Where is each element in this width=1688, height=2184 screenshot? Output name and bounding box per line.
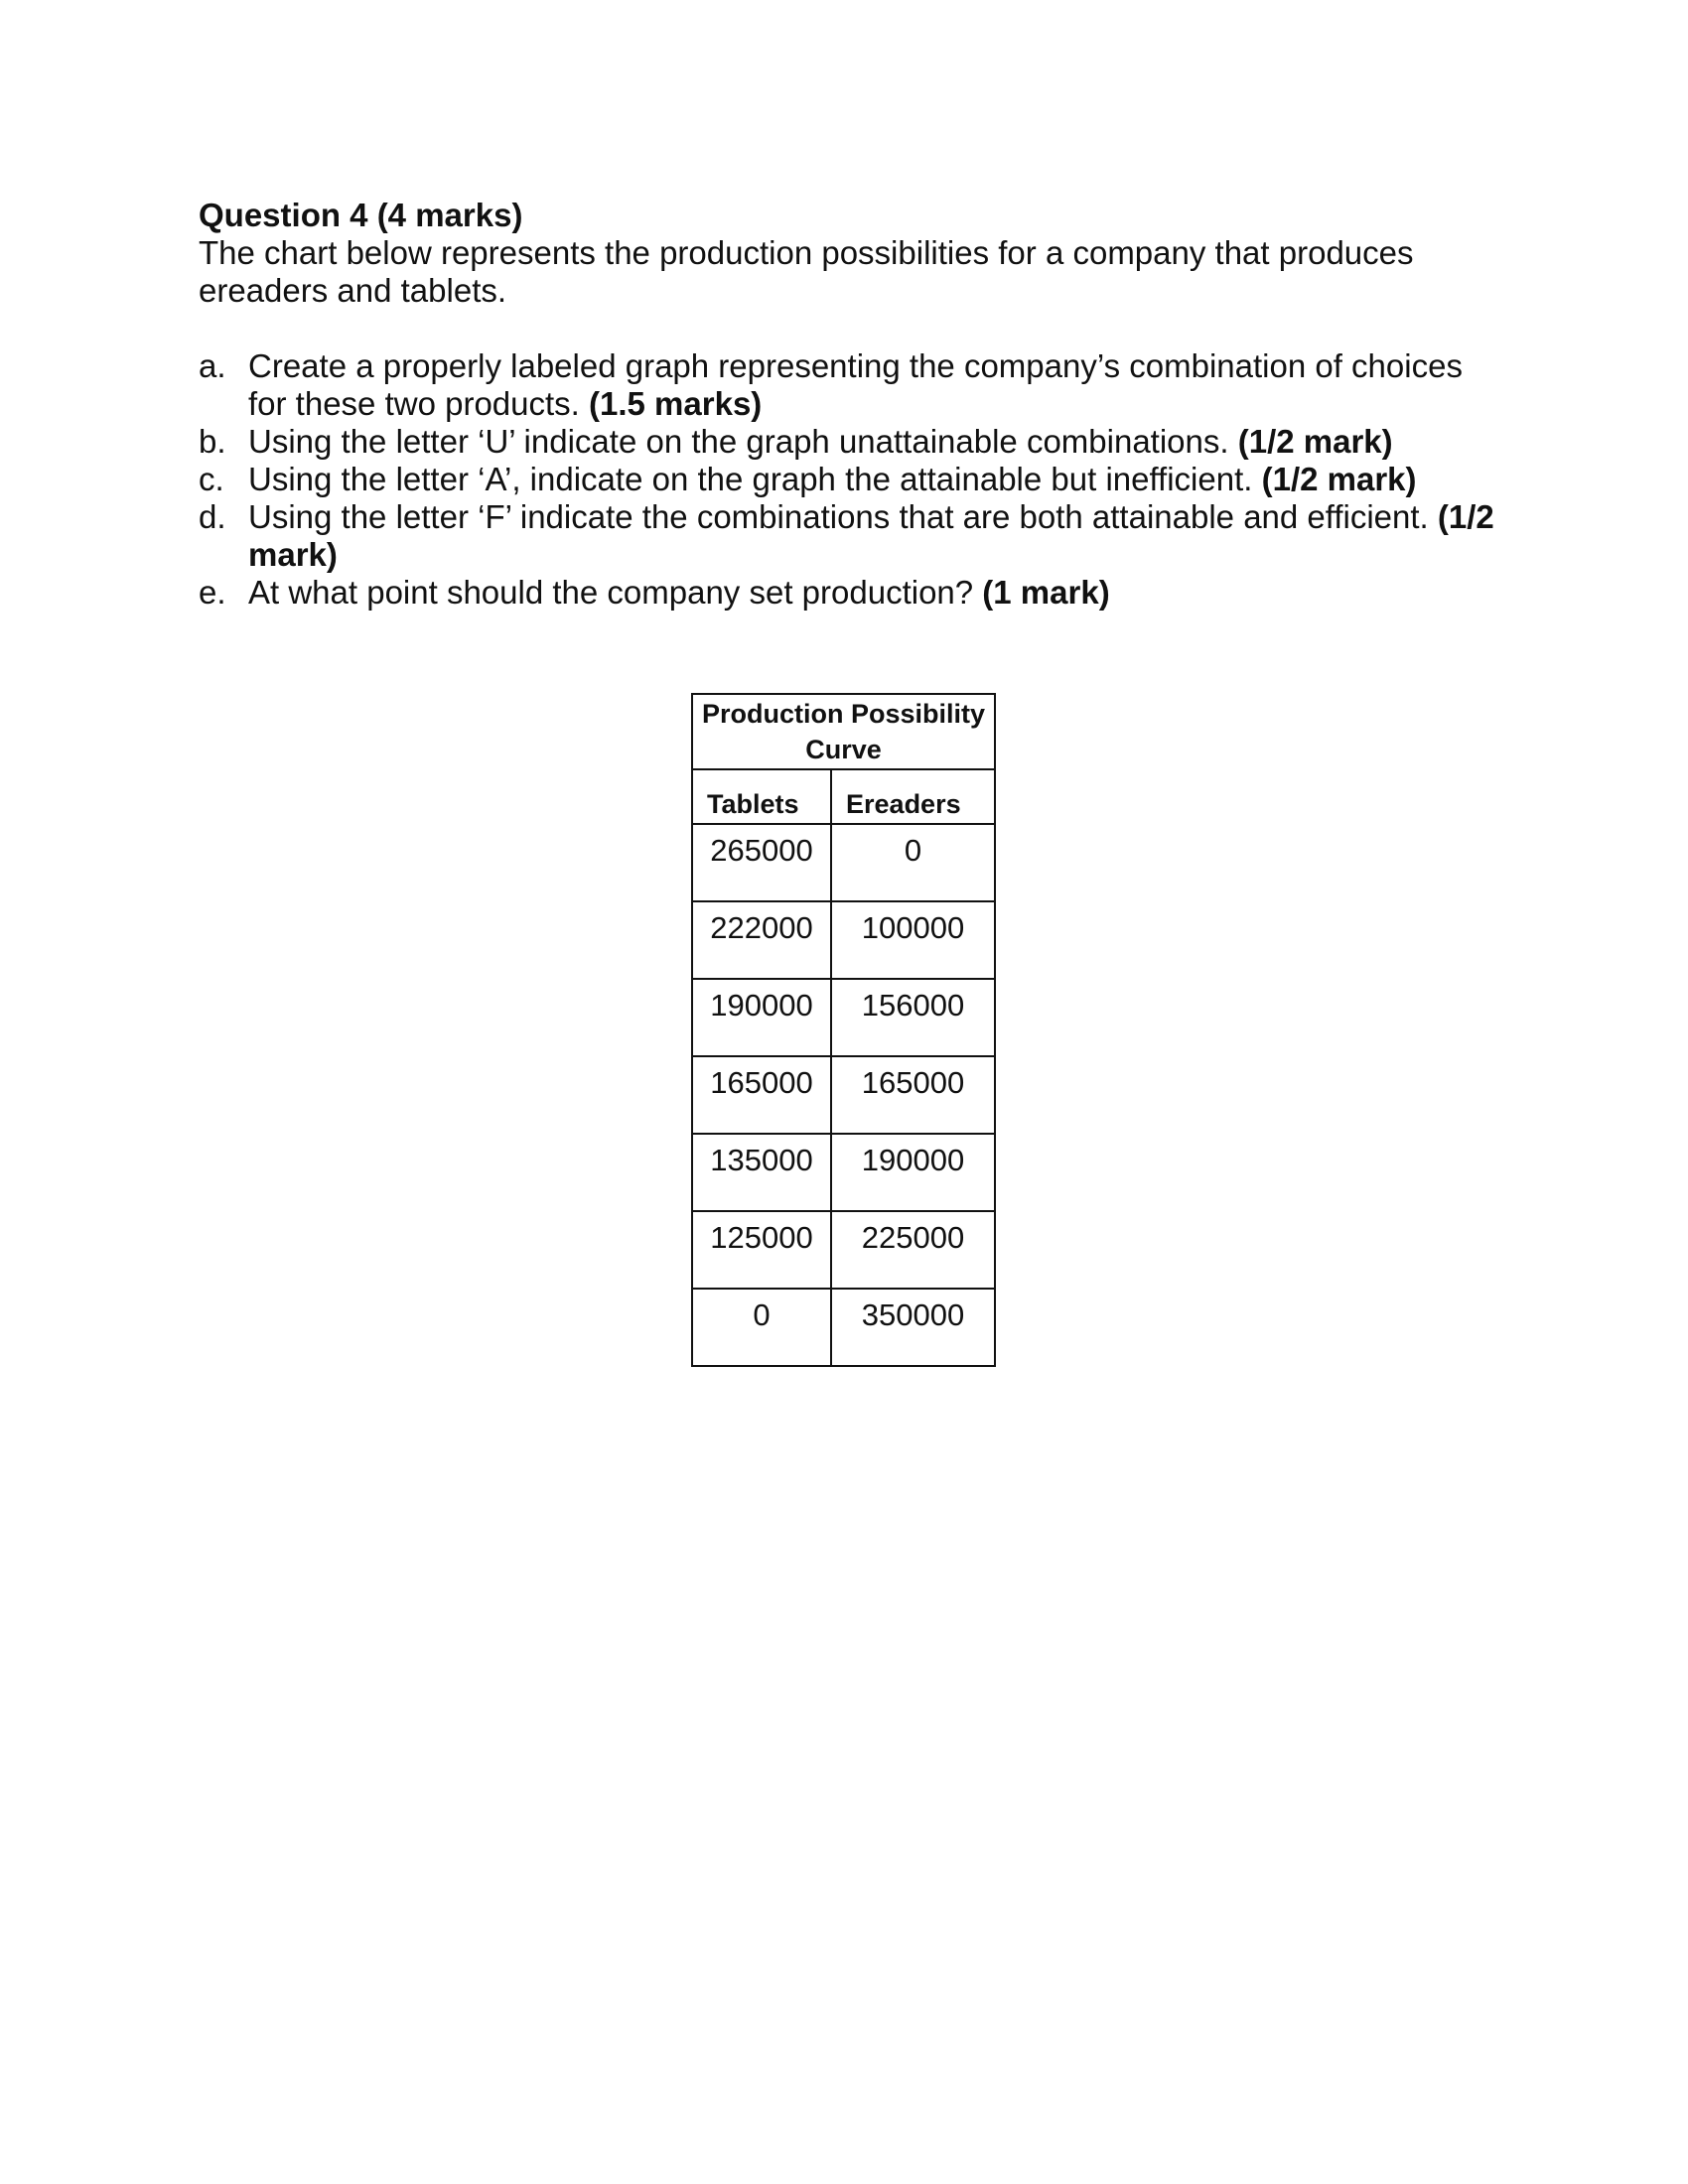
part-marks: (1 mark) (982, 574, 1110, 611)
part-text: Using the letter ‘A’, indicate on the graph the attainable but inefficient. (248, 461, 1253, 497)
question-parts-list (199, 347, 1509, 612)
table-row (692, 1211, 995, 1289)
part-letter: e. (199, 574, 226, 611)
part-letter: d. (199, 498, 226, 535)
column-header-ereaders: Ereaders (831, 769, 995, 824)
question-part-d (199, 498, 1509, 574)
column-header-tablets: Tablets (692, 769, 831, 824)
part-letter: a. (199, 347, 226, 384)
ereaders-cell: 100000 (831, 901, 995, 979)
tablets-cell: 265000 (692, 824, 831, 901)
ereaders-cell: 350000 (831, 1289, 995, 1366)
table-row (692, 1056, 995, 1134)
ereaders-cell: 225000 (831, 1211, 995, 1289)
table-row (692, 1134, 995, 1211)
table-caption: Production Possibility Curve (692, 694, 995, 769)
part-marks: (1/2 mark) (1261, 461, 1417, 497)
part-text: At what point should the company set production? (248, 574, 974, 611)
table-row (692, 979, 995, 1056)
table-row (692, 901, 995, 979)
tablets-cell: 190000 (692, 979, 831, 1056)
question-part-a (199, 347, 1509, 423)
part-text: Using the letter ‘F’ indicate the combinations that are both attainable and efficient. (248, 498, 1429, 535)
question-block (199, 197, 1509, 612)
part-text: Create a properly labeled graph representing the company’s combination of choices for these two products. (248, 347, 1463, 422)
tablets-cell: 135000 (692, 1134, 831, 1211)
tablets-cell: 222000 (692, 901, 831, 979)
tablets-cell: 125000 (692, 1211, 831, 1289)
ereaders-cell: 156000 (831, 979, 995, 1056)
ereaders-cell: 165000 (831, 1056, 995, 1134)
part-letter: b. (199, 423, 226, 460)
question-title: Question 4 (4 marks) (199, 197, 523, 233)
part-marks: (1/2 mark) (248, 498, 1494, 573)
production-possibility-table (691, 693, 996, 1367)
ereaders-cell: 0 (831, 824, 995, 901)
question-part-b (199, 423, 1509, 461)
table-row (692, 1289, 995, 1366)
question-part-e (199, 574, 1509, 612)
part-letter: c. (199, 461, 224, 497)
tablets-cell: 0 (692, 1289, 831, 1366)
part-marks: (1.5 marks) (589, 385, 763, 422)
part-text: Using the letter ‘U’ indicate on the graph unattainable combinations. (248, 423, 1229, 460)
ereaders-cell: 190000 (831, 1134, 995, 1211)
table-row (692, 824, 995, 901)
tablets-cell: 165000 (692, 1056, 831, 1134)
part-marks: (1/2 mark) (1237, 423, 1393, 460)
question-intro: The chart below represents the production possibilities for a company that produces ereaders and tablets. (199, 234, 1414, 309)
question-part-c (199, 461, 1509, 498)
